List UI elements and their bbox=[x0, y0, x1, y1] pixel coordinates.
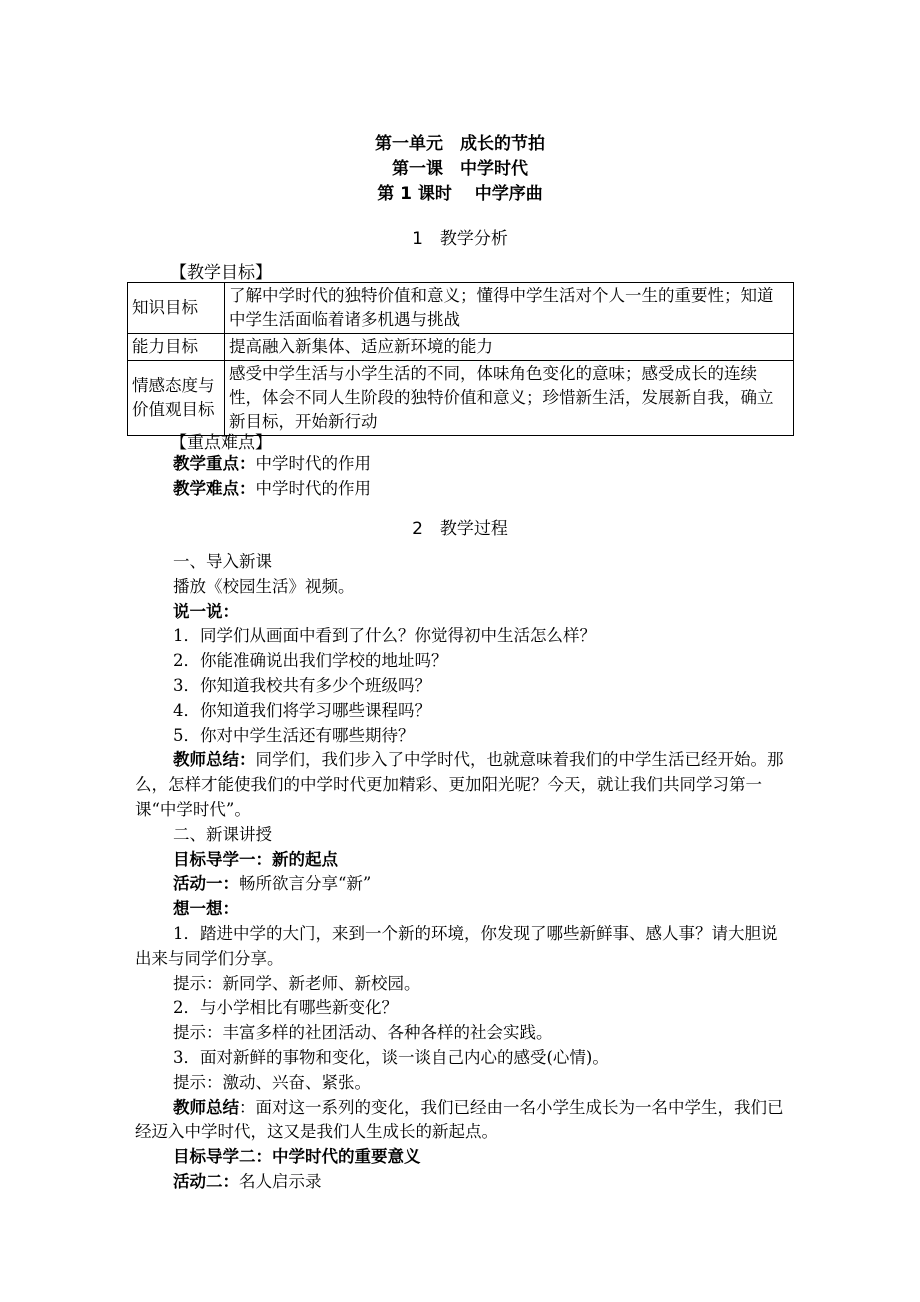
hint-1: 提示：新同学、新老师、新校园。 bbox=[173, 973, 421, 993]
period-title: 第 1 课时 中学序曲 bbox=[377, 184, 543, 204]
table-row bbox=[128, 283, 794, 334]
guide1-title: 目标导学一：新的起点 bbox=[173, 849, 338, 869]
guide2-title: 目标导学二：中学时代的重要意义 bbox=[173, 1147, 421, 1167]
objective-key: 能力目标 bbox=[128, 334, 225, 361]
activity1-text: 畅所欲言分享“新” bbox=[239, 874, 372, 894]
think-label: 想一想： bbox=[173, 899, 239, 919]
objectives-heading: 【教学目标】 bbox=[170, 263, 272, 283]
activity2-label: 活动二： bbox=[173, 1171, 239, 1191]
objective-value: 了解中学时代的独特价值和意义；懂得中学生活对个人一生的重要性；知道中学生活面临着诸多机遇与挑战 bbox=[225, 283, 794, 334]
process-block bbox=[135, 550, 790, 1195]
activity1-label: 活动一： bbox=[173, 874, 239, 894]
question-3: 3．面对新鲜的事物和变化，谈一谈自己内心的感受(心情)。 bbox=[173, 1047, 609, 1067]
table-row bbox=[128, 361, 794, 436]
section-heading-process: 2 教学过程 bbox=[412, 519, 508, 539]
table-row bbox=[128, 334, 794, 361]
intro-title: 一、导入新课 bbox=[173, 552, 272, 571]
objective-value: 提高融入新集体、适应新环境的能力 bbox=[225, 334, 794, 361]
unit-title: 第一单元 成长的节拍 bbox=[375, 134, 545, 154]
summary1-text: 同学们，我们步入了中学时代，也就意味着我们的中学生活已经开始。那么，怎样才能使我们的中学时代更加精彩、更加阳光呢？今天，就让我们共同学习第一课“中学时代”。 bbox=[135, 750, 784, 819]
summary2-text: ：面对这一系列的变化，我们已经由一名小学生成长为一名中学生，我们已经迈入中学时代，这又是我们人生成长的新起点。 bbox=[135, 1097, 784, 1142]
keypoints-block bbox=[135, 452, 790, 502]
list-item: 1．同学们从画面中看到了什么？你觉得初中生活怎么样？ bbox=[173, 626, 596, 646]
list-item: 5．你对中学生活还有哪些期待？ bbox=[173, 725, 415, 745]
activity2-text: 名人启示录 bbox=[239, 1171, 322, 1191]
list-item: 2．你能准确说出我们学校的地址吗？ bbox=[173, 651, 448, 671]
talk-label: 说一说： bbox=[173, 601, 239, 621]
focus-text: 中学时代的作用 bbox=[255, 454, 371, 473]
hint-3: 提示：激动、兴奋、紧张。 bbox=[173, 1072, 371, 1092]
new-lesson-title: 二、新课讲授 bbox=[173, 824, 272, 844]
intro-text: 播放《校园生活》视频。 bbox=[173, 576, 355, 596]
difficulty-text: 中学时代的作用 bbox=[255, 478, 371, 498]
keypoints-heading: 【重点难点】 bbox=[170, 433, 272, 453]
objective-key: 知识目标 bbox=[128, 283, 225, 334]
summary1-label: 教师总结： bbox=[173, 750, 256, 770]
title-block bbox=[0, 132, 920, 207]
objectives-table bbox=[127, 282, 794, 436]
difficulty-label: 教学难点： bbox=[173, 478, 256, 498]
objective-value: 感受中学生活与小学生活的不同，体味角色变化的意味；感受成长的连续性，体会不同人生阶段的独特价值和意义；珍惜新生活，发展新自我，确立新目标，开始新行动 bbox=[225, 361, 794, 436]
lesson-title: 第一课 中学时代 bbox=[392, 159, 528, 179]
section-heading-analysis: 1 教学分析 bbox=[412, 229, 508, 249]
question-1: 1．踏进中学的大门，来到一个新的环境，你发现了哪些新鲜事、感人事？请大胆说出来与同学们分享。 bbox=[135, 923, 778, 968]
question-2: 2．与小学相比有哪些新变化？ bbox=[173, 998, 398, 1018]
hint-2: 提示：丰富多样的社团活动、各种各样的社会实践。 bbox=[173, 1023, 553, 1043]
list-item: 4．你知道我们将学习哪些课程吗？ bbox=[173, 700, 431, 720]
objective-key: 情感态度与价值观目标 bbox=[128, 361, 225, 436]
list-item: 3．你知道我校共有多少个班级吗？ bbox=[173, 675, 431, 695]
focus-label: 教学重点： bbox=[173, 454, 256, 473]
summary2-label: 教师总结 bbox=[173, 1097, 239, 1117]
